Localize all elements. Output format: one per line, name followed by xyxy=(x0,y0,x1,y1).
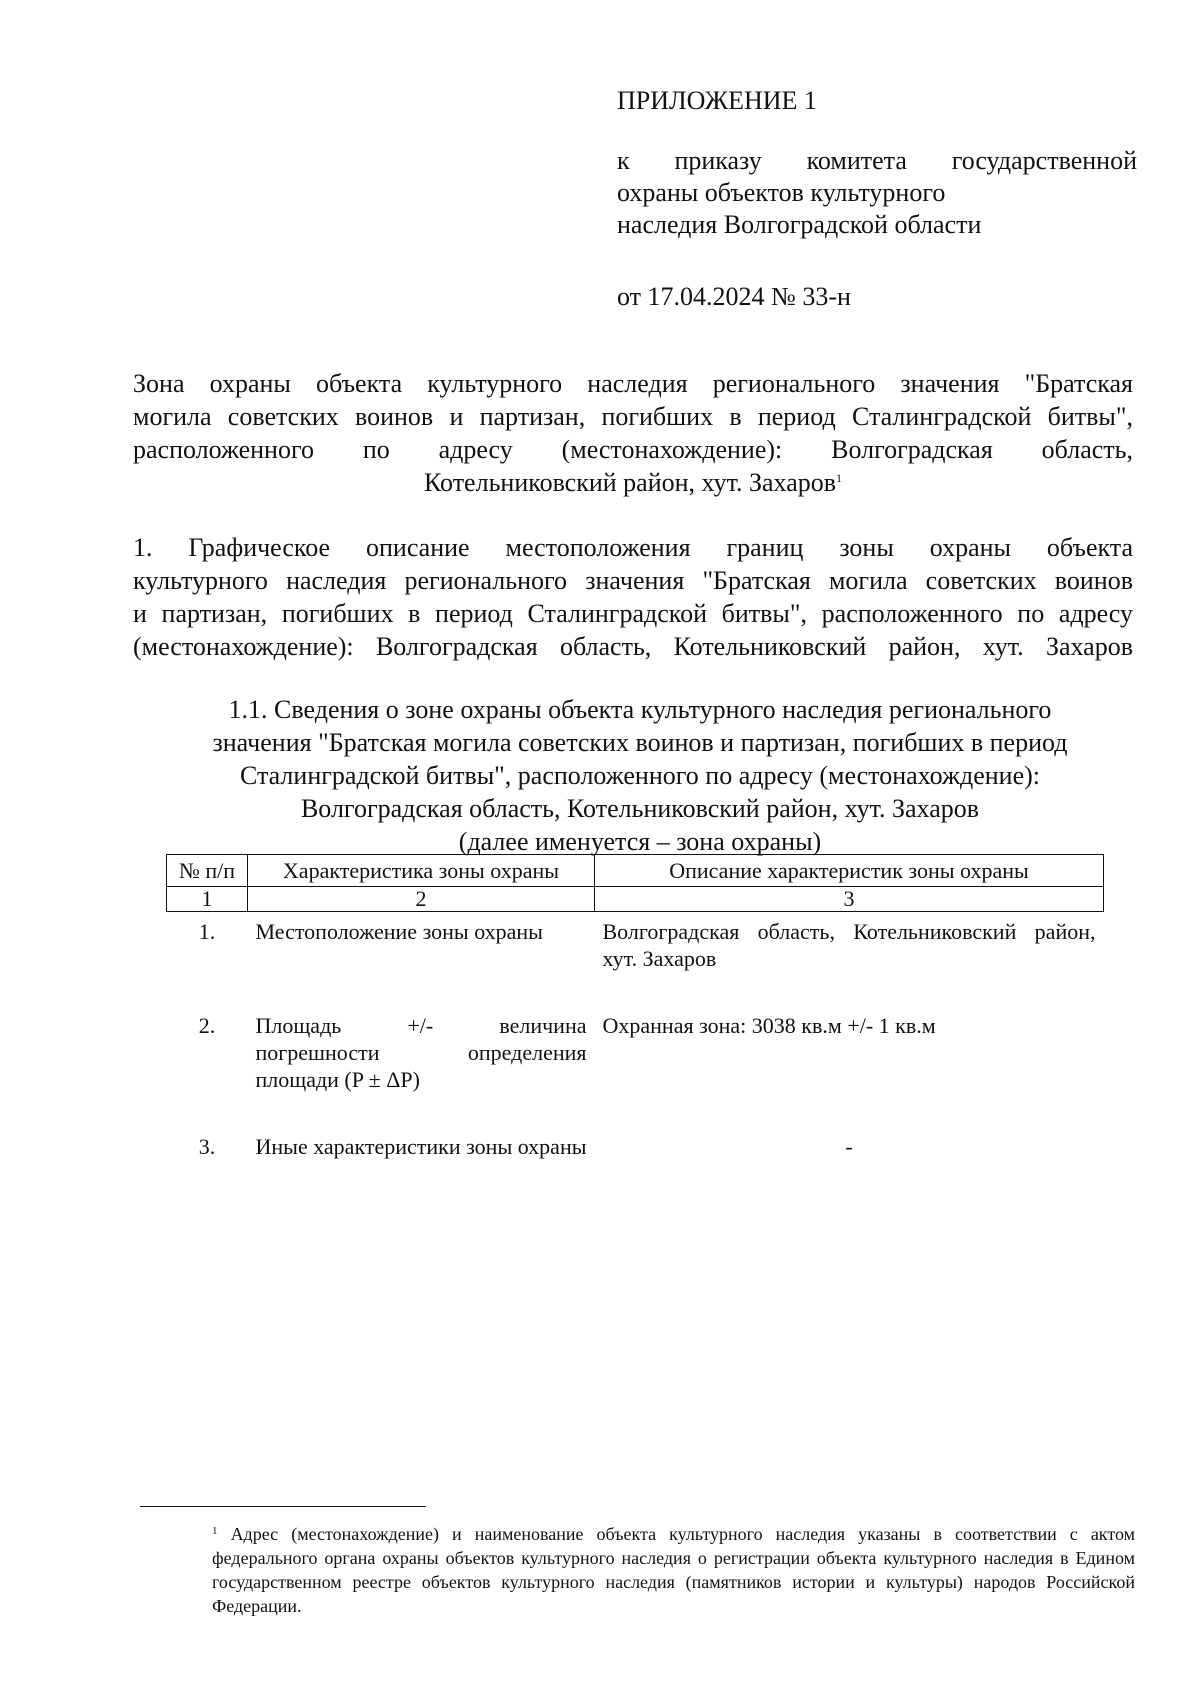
section-1-paragraph xyxy=(133,531,1133,663)
row-number: 3. xyxy=(198,1134,216,1159)
subsection-line: (далее именуется – зона охраны) xyxy=(458,827,822,856)
footnote-separator xyxy=(140,1506,426,1507)
table-column-numbers-row xyxy=(167,887,1104,912)
column-header-number: № п/п xyxy=(167,855,248,887)
table-row xyxy=(167,912,1104,1007)
footnote-mark: 1 xyxy=(212,1525,218,1537)
subsection-line: Волгоградская область, Котельниковский район, хут. Захаров xyxy=(300,794,980,823)
subsection-line: значения "Братская могила советских воинов и партизан, погибших в период xyxy=(212,728,1068,757)
row-number: 2. xyxy=(198,1013,216,1038)
order-line: к приказу комитета государственной xyxy=(617,146,1137,175)
table-row xyxy=(167,1006,1104,1127)
heading-line: Зона охраны объекта культурного наследия регионального значения "Братская xyxy=(133,369,1133,398)
subsection-line: Сталинградской битвы", расположенного по адресу (местонахождение): xyxy=(239,761,1041,790)
footnote-reference[interactable]: 1 xyxy=(836,471,843,485)
column-number: 1 xyxy=(167,887,248,912)
heading-line: Котельниковский район, хут. Захаров xyxy=(423,468,837,497)
table-header-row xyxy=(167,855,1104,887)
column-header-description: Описание характеристик зоны охраны xyxy=(595,855,1104,887)
section-line: культурного наследия регионального значения "Братская могила советских воинов xyxy=(133,566,1133,595)
subsection-1-1-title xyxy=(150,693,1130,858)
footnote-text: Адрес (местонахождение) и наименование объекта культурного наследия указаны в соответствии с актом федерального органа охраны объектов культурного наследия о регистрации объекта культурного наследия в Едином государственном реестре объектов культурного наследия (памятников истории и культуры) народов Российской Федерации. xyxy=(212,1524,1135,1616)
section-line: и партизан, погибших в период Сталинградской битвы", расположенного по адресу xyxy=(133,599,1133,628)
order-line: охраны объектов культурного xyxy=(617,178,946,207)
heading-line-last xyxy=(133,466,1133,499)
appendix-block xyxy=(617,85,1137,313)
order-reference xyxy=(617,145,1137,241)
section-line: (местонахождение): Волгоградская область, Котельниковский район, хут. Захаров xyxy=(133,632,1133,661)
table-row xyxy=(167,1127,1104,1194)
appendix-title: ПРИЛОЖЕНИЕ 1 xyxy=(617,86,817,115)
subsection-line: 1.1. Сведения о зоне охраны объекта культурного наследия регионального xyxy=(228,695,1052,724)
row-description: Волгоградская область, Котельниковский район, хут. Захаров xyxy=(602,919,1096,971)
row-characteristic: Площадь +/- величина погрешности определения площади (P ± ΔP) xyxy=(255,1013,587,1092)
order-line: наследия Волгоградской области xyxy=(617,210,982,239)
order-date: от 17.04.2024 № 33-н xyxy=(617,282,851,311)
column-number: 3 xyxy=(595,887,1104,912)
row-characteristic: Иные характеристики зоны охраны xyxy=(255,1134,587,1159)
heading-line: расположенного по адресу (местонахождение): Волгоградская область, xyxy=(133,435,1133,464)
column-header-characteristic: Характеристика зоны охраны xyxy=(248,855,595,887)
zone-characteristics-table xyxy=(166,854,1104,1194)
footnote xyxy=(140,1522,1135,1618)
row-number: 1. xyxy=(198,919,216,944)
row-description: - xyxy=(845,1134,853,1159)
row-characteristic: Местоположение зоны охраны xyxy=(255,919,543,944)
heading-line: могила советских воинов и партизан, погибших в период Сталинградской битвы", xyxy=(133,402,1133,431)
section-line: 1. Графическое описание местоположения границ зоны охраны объекта xyxy=(133,533,1133,562)
document-heading xyxy=(133,367,1133,499)
row-description: Охранная зона: 3038 кв.м +/- 1 кв.м xyxy=(602,1013,936,1038)
column-number: 2 xyxy=(248,887,595,912)
